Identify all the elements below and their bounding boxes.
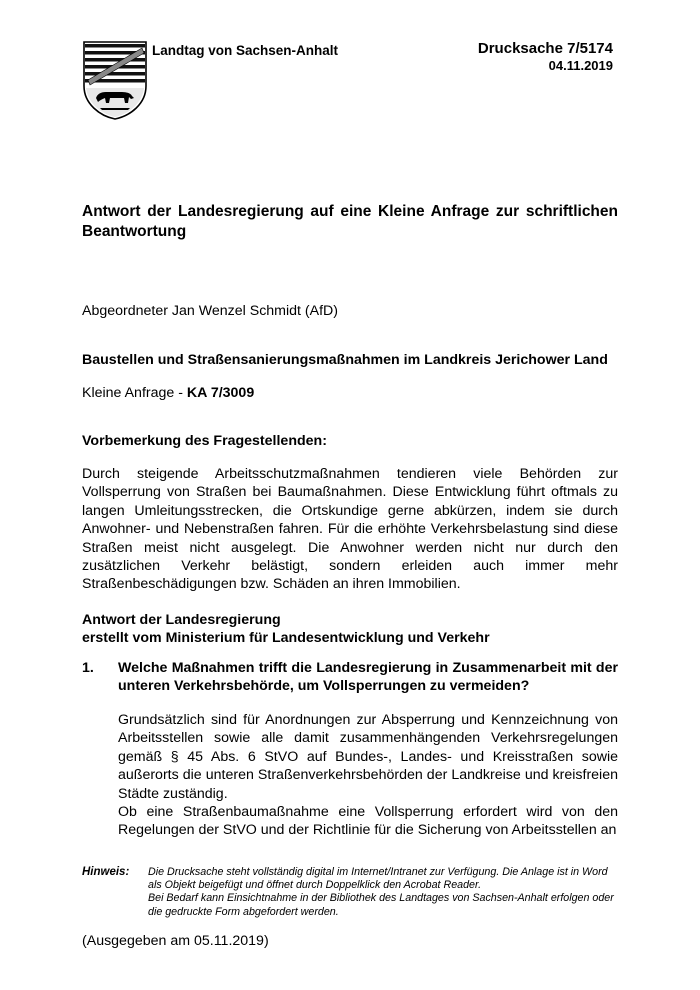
footer-label: Hinweis:: [82, 866, 130, 878]
footer-note-line2: Bei Bedarf kann Einsichtnahme in der Bibliothek des Landtages von Sachsen-Anhalt erfolgen oder die gedruckte Form abgefordert werden.: [148, 892, 614, 918]
document-meta: [460, 40, 613, 73]
parliament-name: Landtag von Sachsen-Anhalt: [152, 43, 339, 58]
answer-heading-line2: erstellt vom Ministerium für Landesentwicklung und Verkehr: [82, 630, 490, 646]
author-line: Abgeordneter Jan Wenzel Schmidt (AfD): [82, 303, 339, 319]
question-number: 1.: [82, 660, 94, 676]
document-number: Drucksache 7/5174: [477, 40, 613, 57]
document-title: Antwort der Landesregierung auf eine Kleine Anfrage zur schriftlichen Beantwortung: [82, 203, 618, 240]
subject-heading: Baustellen und Straßensanierungsmaßnahmen im Landkreis Jerichower Land: [82, 352, 608, 368]
footer-note-line1: Die Drucksache steht vollständig digital im Internet/Intranet zur Verfügung. Die Anlage ist in Word als Objekt beigefügt und öffnet durch Doppelklick den Acrobat Reader.: [148, 866, 608, 892]
preliminary-heading: Vorbemerkung des Fragestellenden:: [82, 433, 327, 449]
answer-paragraph-2: Ob eine Straßenbaumaßnahme eine Vollsperrung erfordert wird von den Regelungen der StVO und der Richtlinie für die Sicherung von Arbeitsstellen an: [118, 804, 618, 839]
preliminary-text: Durch steigende Arbeitsschutzmaßnahmen tendieren viele Behörden zur Vollsperrung von Straßen bei Baumaßnahmen. Diese Entwicklung führt oftmals zu langen Umleitungsstrecken, die Ortskundige gerne abkürzen, indem sie durch Anwohner- und Nebenstraßen fahren. Für die erhöhte Verkehrsbelastung sind diese Straßen meist nicht ausgelegt. Die Anwohner werden nicht nur durch den zusätzlichen Verkehr belästigt, sondern erleiden auch immer mehr Straßenbeschädigungen bzw. Schäden an ihren Immobilien.: [82, 466, 618, 593]
answer-heading: [82, 611, 490, 647]
coat-of-arms-logo: [82, 40, 148, 120]
issued-date: (Ausgegeben am 05.11.2019): [82, 933, 269, 949]
inquiry-reference: [82, 384, 254, 402]
footer-note: [148, 866, 618, 919]
inquiry-number: KA 7/3009: [186, 385, 255, 401]
answer-heading-line1: Antwort der Landesregierung: [82, 612, 281, 628]
answer-paragraph-1: Grundsätzlich sind für Anordnungen zur Absperrung und Kennzeichnung von Arbeitsstellen sowie alle damit zusammenhängenden Verkehrsregelungen gemäß § 45 Abs. 6 StVO auf Bundes-, Landes- und Kreisstraßen sowie außerorts die unteren Straßenverkehrsbehörden der Landkreise und kreisfreien Städte zuständig.: [118, 712, 618, 802]
question-text: Welche Maßnahmen trifft die Landesregierung in Zusammenarbeit mit der unteren Verkehrsbehörde, um Vollsperrungen zu vermeiden?: [118, 660, 618, 695]
inquiry-prefix: Kleine Anfrage -: [82, 385, 187, 401]
document-date: 04.11.2019: [548, 58, 613, 73]
